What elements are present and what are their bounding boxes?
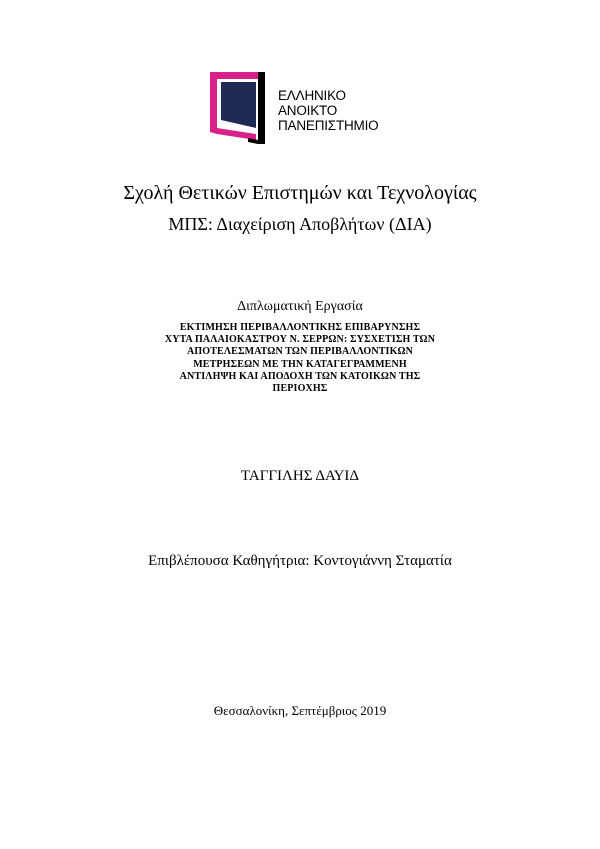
thesis-title-line: ΜΕΤΡΗΣΕΩΝ ΜΕ ΤΗΝ ΚΑΤΑΓΕΓΡΑΜΜΕΝΗ [193, 358, 407, 370]
thesis-title [150, 322, 450, 395]
university-logo [208, 70, 408, 146]
thesis-type: Διπλωματική Εργασία [237, 299, 363, 314]
open-book-logo-icon [208, 70, 280, 146]
supervisor: Επιβλέπουσα Καθηγήτρια: Κοντογιάννη Σταματία [148, 553, 452, 569]
program-name: ΜΠΣ: Διαχείριση Αποβλήτων (ΔΙΑ) [168, 214, 432, 234]
place-date: Θεσσαλονίκη, Σεπτέμβριος 2019 [213, 703, 387, 718]
thesis-title-line: ΧΥΤΑ ΠΑΛΑΙΟΚΑΣΤΡΟΥ Ν. ΣΕΡΡΩΝ: ΣΥΣΧΕΤΙΣΗ ΤΩΝ [164, 334, 436, 346]
logo-line: ΠΑΝΕΠΙΣΤΗΜΙΟ [278, 118, 379, 133]
logo-line: ΕΛΛΗΝΙΚΟ [278, 88, 346, 103]
author-name: ΤΑΓΓΙΛΗΣ ΔΑΥΙΔ [240, 468, 360, 484]
thesis-title-line: ΑΝΤΙΛΗΨΗ ΚΑΙ ΑΠΟΔΟΧΗ ΤΩΝ ΚΑΤΟΙΚΩΝ ΤΗΣ [179, 370, 421, 382]
thesis-title-line: ΑΠΟΤΕΛΕΣΜΑΤΩΝ ΤΩΝ ΠΕΡΙΒΑΛΛΟΝΤΙΚΩΝ [186, 346, 414, 358]
logo-wordmark [278, 88, 378, 133]
logo-line: ΑΝΟΙΚΤΟ [278, 103, 338, 118]
thesis-title-line: ΕΚΤΙΜΗΣΗ ΠΕΡΙΒΑΛΛΟΝΤΙΚΗΣ ΕΠΙΒΑΡΥΝΣΗΣ [179, 322, 421, 333]
school-name: Σχολή Θετικών Επιστημών και Τεχνολογίας [123, 182, 477, 204]
thesis-title-line: ΠΕΡΙΟΧΗΣ [272, 383, 328, 395]
